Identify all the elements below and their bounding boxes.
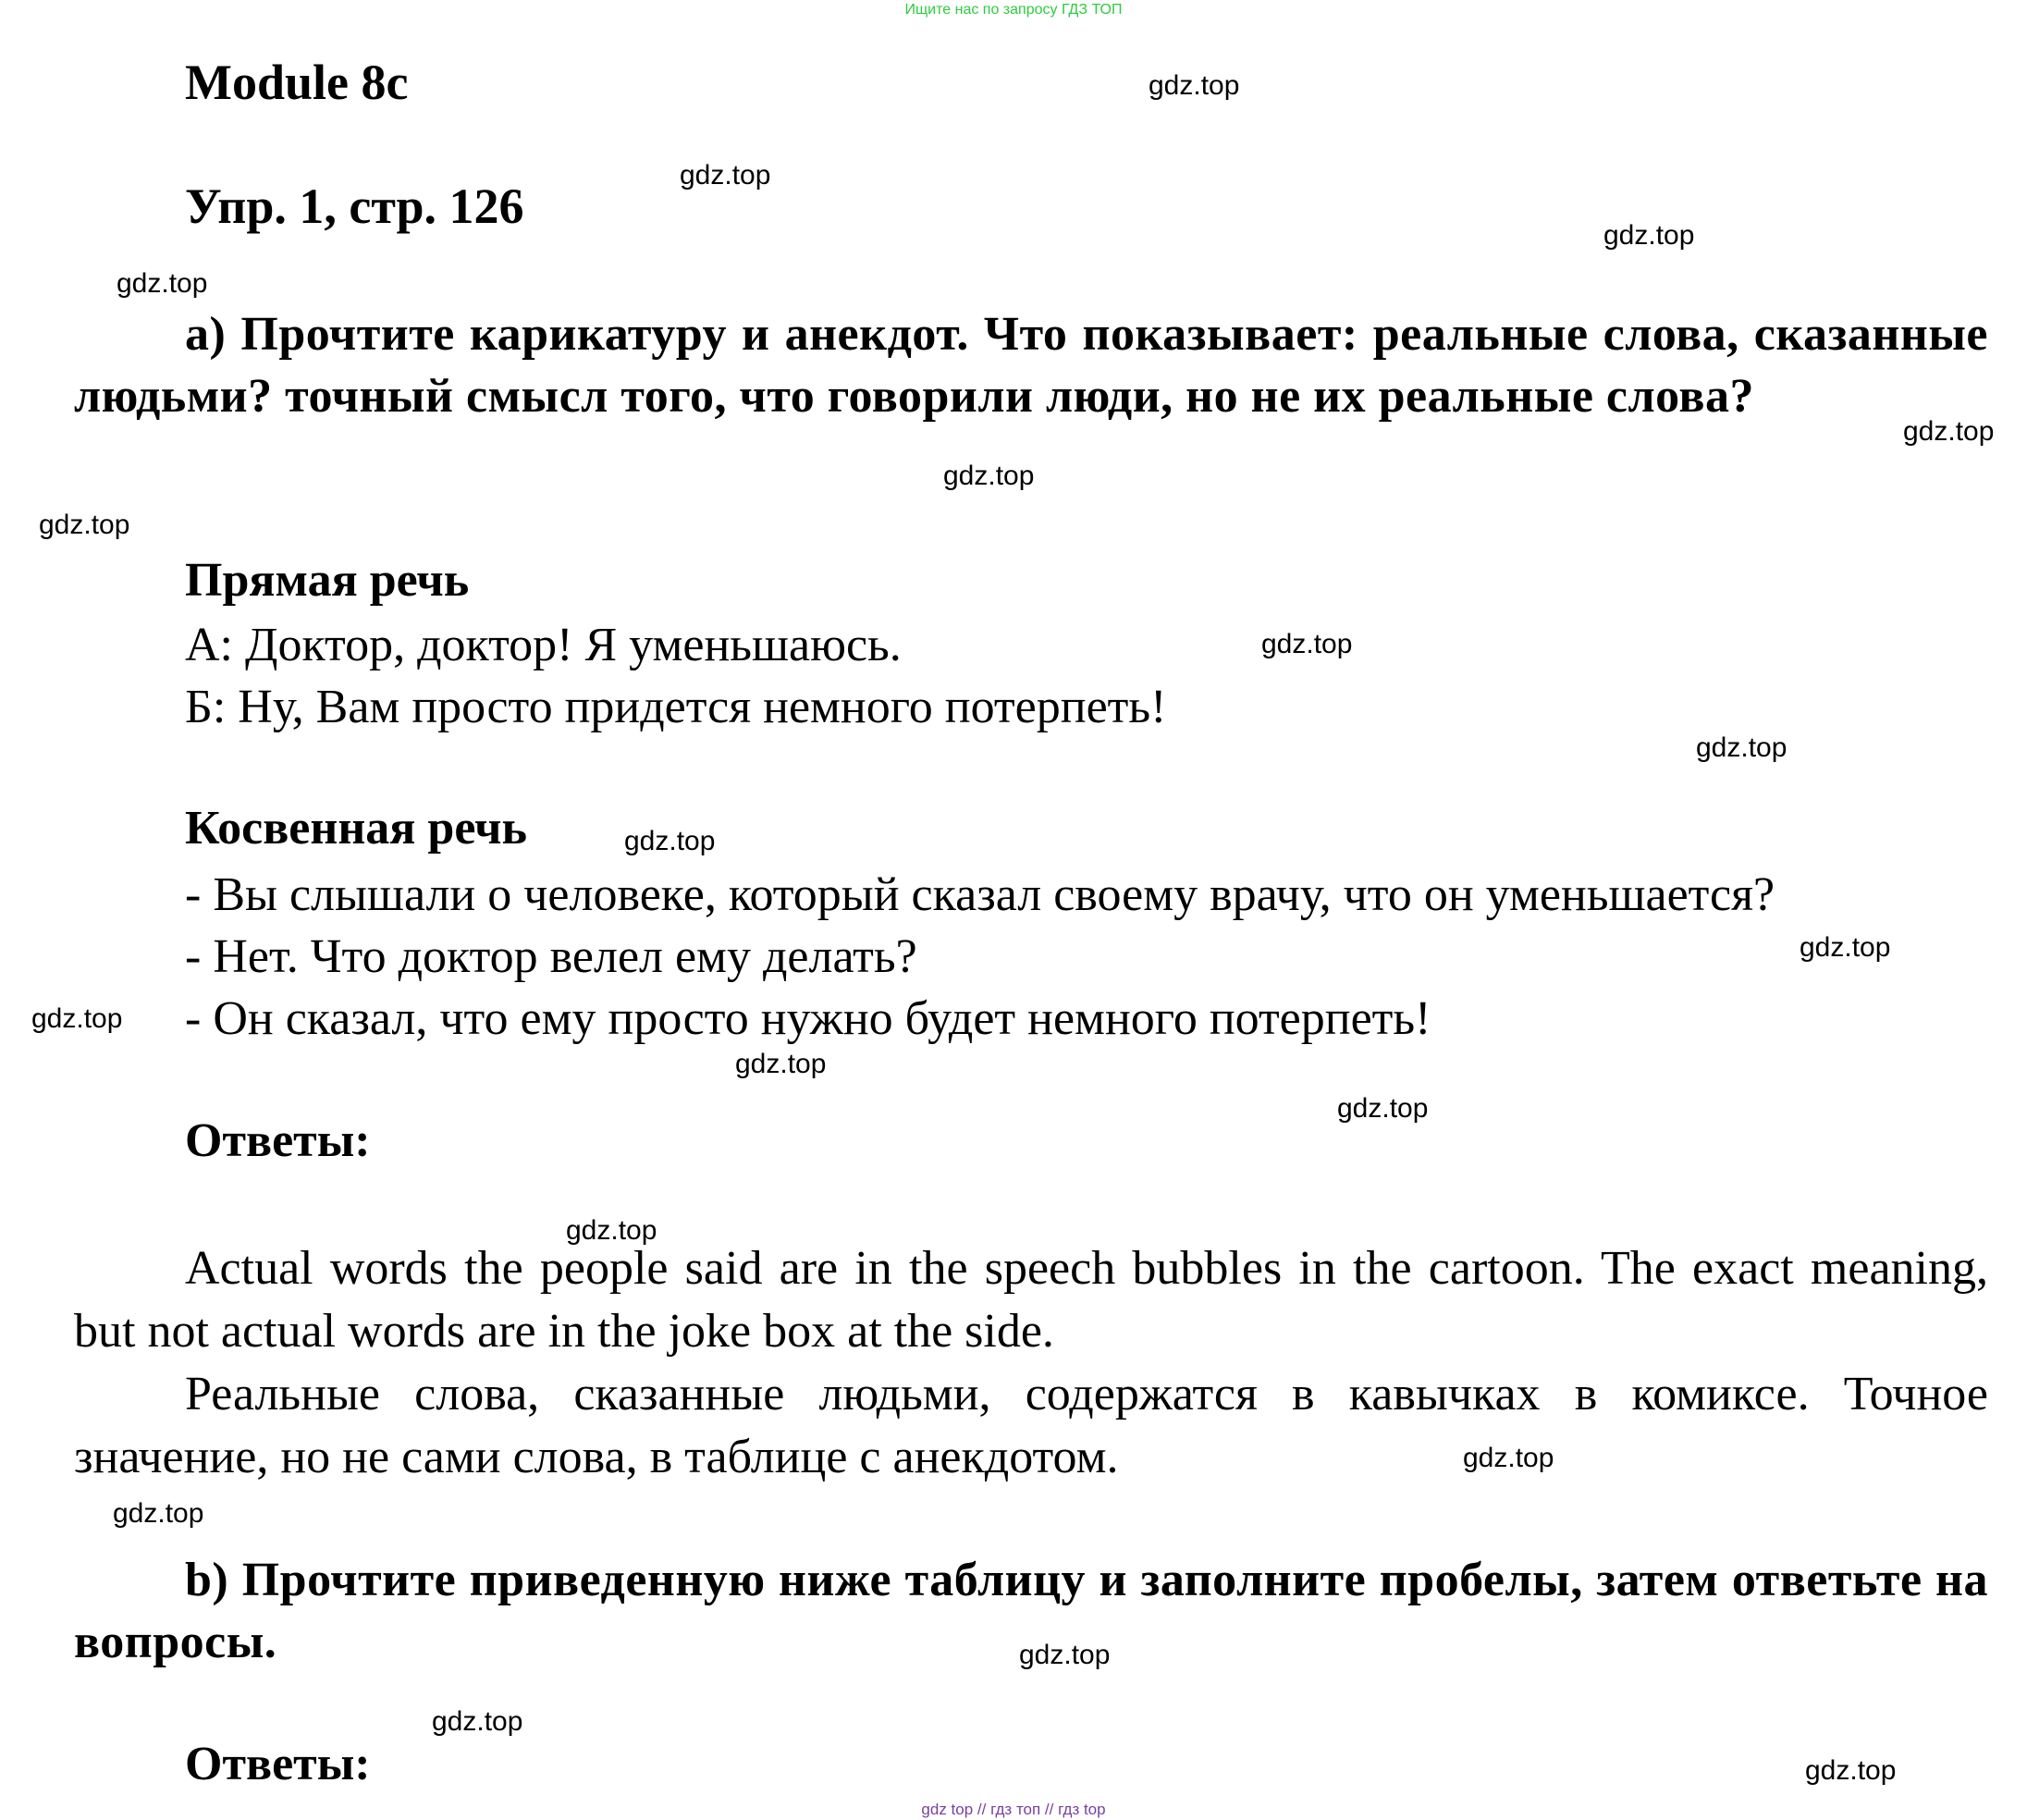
answer-russian: Реальные слова, сказанные людьми, содержатся в кавычках в комиксе. Точное значение, но не сами слова, в таблице с анекдотом. [74, 1368, 1988, 1483]
watermark: gdz.top [113, 1498, 204, 1529]
answer-english: Actual words the people said are in the speech bubbles in the cartoon. The exact meaning, but not actual words are in the joke box at the side. [74, 1242, 1988, 1358]
exercise-reference: Упр. 1, стр. 126 [185, 178, 524, 234]
direct-speech-line-a: А: Доктор, доктор! Я уменьшаюсь. [185, 619, 902, 671]
indirect-speech-line-2: - Нет. Что доктор велел ему делать? [185, 930, 917, 983]
watermark: gdz.top [1805, 1755, 1897, 1786]
bottom-banner: gdz top // гдз топ // гдз top [921, 1801, 1106, 1818]
watermark: gdz.top [1903, 416, 1995, 447]
watermark: gdz.top [1603, 220, 1695, 251]
task-a-instruction: a) Прочтите карикатуру и анекдот. Что показывает: реальные слова, сказанные людьми? точный смысл того, что говорили люди, но не их реальные слова? [74, 308, 1988, 423]
top-banner: Ищите нас по запросу ГДЗ ТОП [904, 2, 1123, 18]
module-title: Module 8c [185, 55, 409, 110]
watermark: gdz.top [1696, 732, 1787, 763]
watermark: gdz.top [943, 461, 1035, 491]
answers-label: Ответы: [185, 1114, 371, 1167]
watermark: gdz.top [735, 1049, 827, 1079]
watermark: gdz.top [31, 1003, 123, 1034]
watermark: gdz.top [1337, 1093, 1429, 1124]
watermark: gdz.top [1463, 1443, 1554, 1473]
watermark: gdz.top [1019, 1640, 1111, 1670]
task-b-instruction: b) Прочтите приведенную ниже таблицу и заполните пробелы, затем ответьте на вопросы. [74, 1554, 1988, 1668]
watermark: gdz.top [566, 1215, 657, 1246]
watermark: gdz.top [117, 268, 208, 299]
watermark: gdz.top [39, 510, 130, 540]
indirect-speech-title: Косвенная речь [185, 802, 527, 855]
watermark: gdz.top [1261, 629, 1353, 659]
watermark: gdz.top [1800, 932, 1891, 963]
watermark: gdz.top [1149, 70, 1240, 101]
answers-label-2: Ответы: [185, 1738, 371, 1790]
indirect-speech-line-3: - Он сказал, что ему просто нужно будет немного потерпеть! [185, 992, 1431, 1045]
watermark: gdz.top [624, 826, 716, 856]
indirect-speech-line-1: - Вы слышали о человеке, который сказал своему врачу, что он уменьшается? [185, 868, 1775, 921]
watermark: gdz.top [680, 160, 771, 191]
direct-speech-title: Прямая речь [185, 554, 470, 607]
direct-speech-line-b: Б: Ну, Вам просто придется немного потерпеть! [185, 681, 1167, 733]
watermark: gdz.top [432, 1706, 523, 1737]
